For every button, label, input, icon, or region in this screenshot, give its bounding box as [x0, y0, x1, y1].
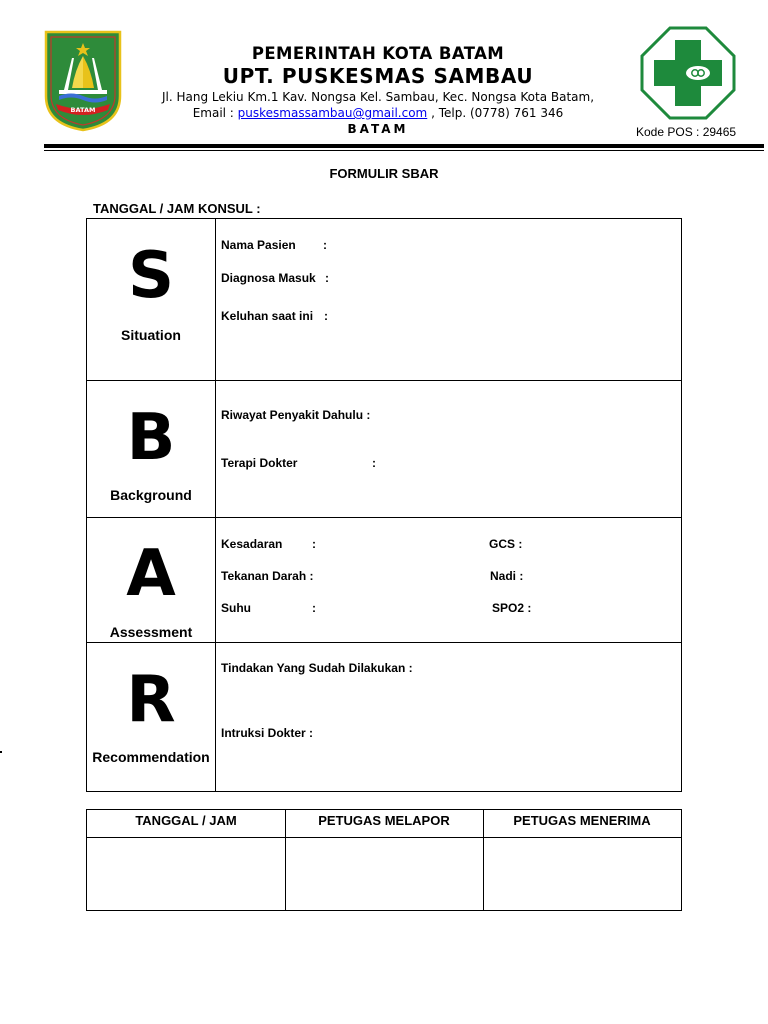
postal-code: Kode POS : 29465: [636, 125, 737, 139]
temperature-colon: :: [312, 601, 316, 615]
date-time-header: TANGGAL / JAM: [135, 813, 237, 828]
patient-name-colon: :: [323, 238, 327, 252]
email-prefix: Email :: [192, 106, 238, 120]
situation-letter: S: [127, 239, 175, 313]
header-rule-thick: [44, 144, 764, 148]
gcs-label: GCS :: [489, 537, 523, 551]
consult-date-label: TANGGAL / JAM KONSUL :: [93, 201, 261, 216]
sbar-table: [86, 218, 682, 792]
header-row-divider: [87, 837, 681, 838]
puskesmas-logo: [640, 26, 736, 120]
address: Jl. Hang Lekiu Km.1 Kav. Nongsa Kel. Sambau, Kec. Nongsa Kota Batam,: [161, 90, 595, 104]
phone: , Telp. (0778) 761 346: [427, 106, 564, 120]
pulse-label: Nadi :: [490, 569, 524, 583]
form-title: FORMULIR SBAR: [329, 166, 439, 181]
contact-line: [130, 105, 626, 121]
svg-text:BATAM: BATAM: [70, 106, 96, 114]
reporting-officer-header: PETUGAS MELAPOR: [318, 813, 450, 828]
letterhead: [130, 44, 626, 137]
patient-name-label: Nama Pasien: [221, 238, 296, 252]
receiving-officer-header: PETUGAS MENERIMA: [513, 813, 651, 828]
recommendation-letter: R: [126, 663, 176, 737]
header-rule-thin: [44, 150, 764, 151]
margin-mark: [0, 751, 2, 753]
institution-name: UPT. PUSKESMAS SAMBAU: [222, 64, 534, 88]
row-divider: [87, 380, 681, 381]
row-divider: [87, 642, 681, 643]
spo2-label: SPO2 :: [492, 601, 532, 615]
consciousness-label: Kesadaran: [221, 537, 283, 551]
signature-table: [86, 809, 682, 911]
current-complaint-colon: :: [324, 309, 328, 323]
current-complaint-label: Keluhan saat ini: [221, 309, 314, 323]
situation-caption: Situation: [121, 327, 181, 343]
admission-diagnosis-colon: :: [325, 271, 329, 285]
assessment-caption: Assessment: [109, 624, 193, 640]
assessment-letter: A: [126, 537, 176, 611]
recommendation-caption: Recommendation: [92, 749, 210, 765]
admission-diagnosis-label: Diagnosa Masuk: [221, 271, 316, 285]
medical-history-label: Riwayat Penyakit Dahulu :: [221, 408, 371, 422]
background-caption: Background: [110, 487, 192, 503]
government-name: PEMERINTAH KOTA BATAM: [251, 44, 505, 63]
city: BATAM: [347, 122, 409, 136]
doctor-therapy-label: Terapi Dokter: [221, 456, 298, 470]
doctor-therapy-colon: :: [372, 456, 376, 470]
column-divider: [215, 219, 216, 791]
actions-taken-label: Tindakan Yang Sudah Dilakukan :: [221, 661, 413, 675]
temperature-label: Suhu: [221, 601, 251, 615]
doctor-instruction-label: Intruksi Dokter :: [221, 726, 314, 740]
email-link[interactable]: puskesmassambau@gmail.com: [237, 106, 428, 120]
blood-pressure-label: Tekanan Darah :: [221, 569, 314, 583]
batam-city-emblem: [44, 30, 122, 132]
background-letter: B: [126, 401, 176, 475]
consciousness-colon: :: [312, 537, 316, 551]
row-divider: [87, 517, 681, 518]
